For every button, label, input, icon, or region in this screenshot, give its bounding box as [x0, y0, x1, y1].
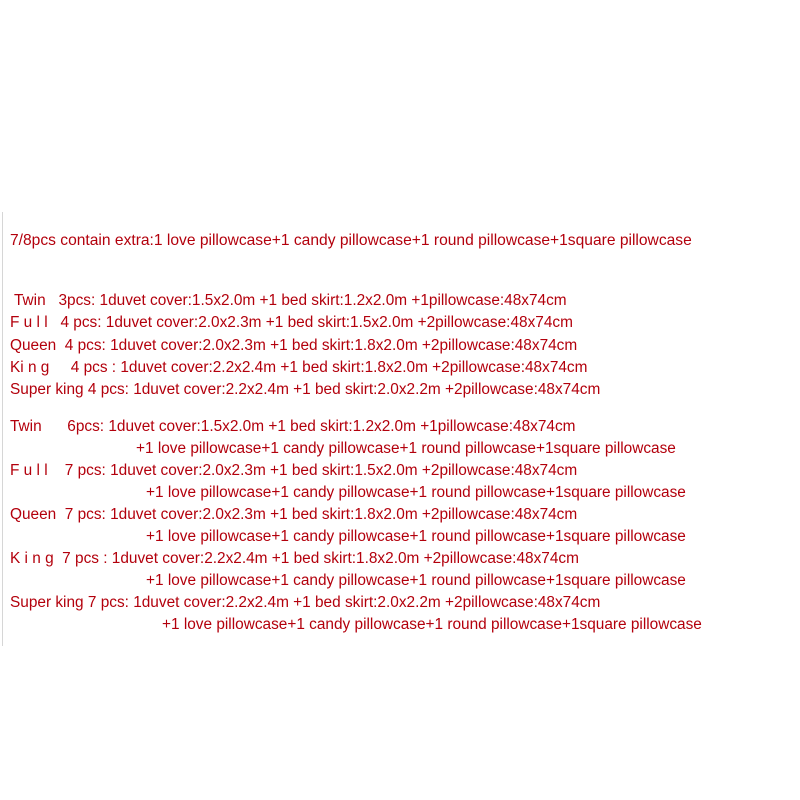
- full-7pcs-line: F u l l 7 pcs: 1duvet cover:2.0x2.3m +1 bed skirt:1.5x2.0m +2pillowcase:48x74cm: [10, 462, 578, 479]
- king-7pcs-extras-line: +1 love pillowcase+1 candy pillowcase+1 round pillowcase+1square pillowcase: [146, 572, 686, 589]
- left-border-line: [2, 212, 3, 646]
- super-king-7pcs-extras-line: +1 love pillowcase+1 candy pillowcase+1 round pillowcase+1square pillowcase: [162, 616, 702, 633]
- king-7pcs-line: K i n g 7 pcs : 1duvet cover:2.2x2.4m +1 bed skirt:1.8x2.0m +2pillowcase:48x74cm: [10, 550, 579, 567]
- twin-3pcs-line: Twin 3pcs: 1duvet cover:1.5x2.0m +1 bed skirt:1.2x2.0m +1pillowcase:48x74cm: [10, 292, 567, 309]
- queen-7pcs-line: Queen 7 pcs: 1duvet cover:2.0x2.3m +1 bed skirt:1.8x2.0m +2pillowcase:48x74cm: [10, 506, 578, 523]
- queen-4pcs-line: Queen 4 pcs: 1duvet cover:2.0x2.3m +1 bed skirt:1.8x2.0m +2pillowcase:48x74cm: [10, 337, 578, 354]
- queen-7pcs-extras-line: +1 love pillowcase+1 candy pillowcase+1 round pillowcase+1square pillowcase: [146, 528, 686, 545]
- super-king-4pcs-line: Super king 4 pcs: 1duvet cover:2.2x2.4m +1 bed skirt:2.0x2.2m +2pillowcase:48x74cm: [10, 381, 601, 398]
- super-king-7pcs-line: Super king 7 pcs: 1duvet cover:2.2x2.4m +1 bed skirt:2.0x2.2m +2pillowcase:48x74cm: [10, 594, 601, 611]
- full-7pcs-extras-line: +1 love pillowcase+1 candy pillowcase+1 round pillowcase+1square pillowcase: [146, 484, 686, 501]
- king-4pcs-line: Ki n g 4 pcs : 1duvet cover:2.2x2.4m +1 bed skirt:1.8x2.0m +2pillowcase:48x74cm: [10, 359, 588, 376]
- twin-6pcs-extras-line: +1 love pillowcase+1 candy pillowcase+1 round pillowcase+1square pillowcase: [136, 440, 676, 457]
- intro-line: 7/8pcs contain extra:1 love pillowcase+1 candy pillowcase+1 round pillowcase+1square pillowcase: [10, 232, 692, 249]
- full-4pcs-line: F u l l 4 pcs: 1duvet cover:2.0x2.3m +1 bed skirt:1.5x2.0m +2pillowcase:48x74cm: [10, 314, 573, 331]
- twin-6pcs-line: Twin 6pcs: 1duvet cover:1.5x2.0m +1 bed skirt:1.2x2.0m +1pillowcase:48x74cm: [10, 418, 576, 435]
